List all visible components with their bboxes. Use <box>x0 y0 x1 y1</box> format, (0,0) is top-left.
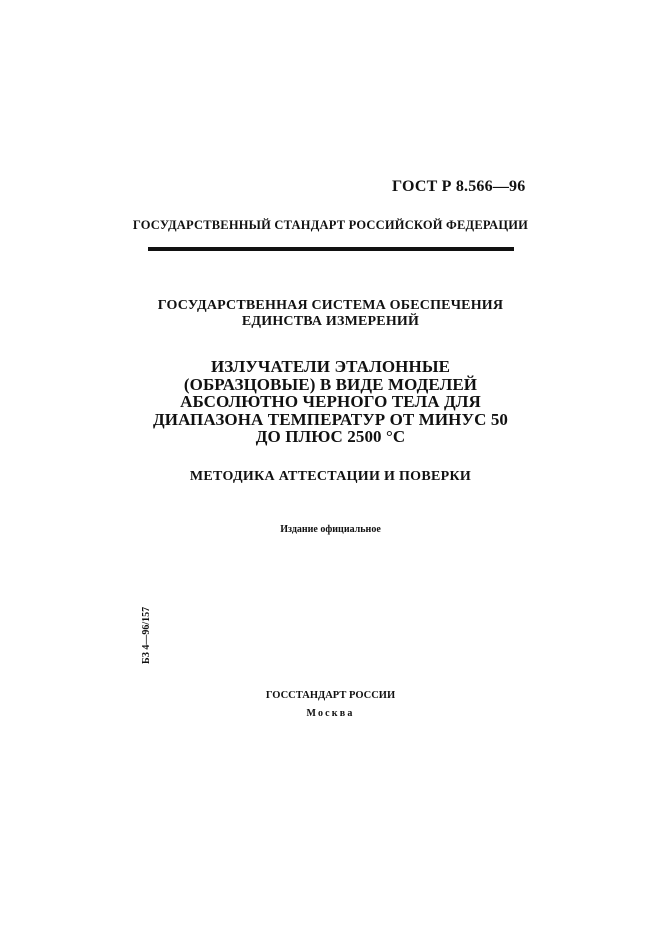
gost-number: ГОСТ Р 8.566—96 <box>392 178 526 195</box>
side-code: БЗ 4—96/157 <box>141 606 152 664</box>
main-title-line: ДИАПАЗОНА ТЕМПЕРАТУР ОТ МИНУС 50 <box>152 409 509 429</box>
system-title-line: ГОСУДАРСТВЕННАЯ СИСТЕМА ОБЕСПЕЧЕНИЯ <box>157 298 504 313</box>
main-title-line: (ОБРАЗЦОВЫЕ) В ВИДЕ МОДЕЛЕЙ <box>183 374 478 394</box>
publisher: ГОССТАНДАРТ РОССИИ <box>265 690 396 701</box>
standard-title: ГОСУДАРСТВЕННЫЙ СТАНДАРТ РОССИЙСКОЙ ФЕДЕРАЦИИ <box>132 218 529 232</box>
system-title <box>0 298 661 330</box>
publication-city: Москва <box>306 708 355 719</box>
main-title <box>0 358 661 446</box>
subtitle: МЕТОДИКА АТТЕСТАЦИИ И ПОВЕРКИ <box>189 469 472 484</box>
edition-note: Издание официальное <box>280 524 381 535</box>
divider-rule <box>148 247 514 251</box>
main-title-line: ДО ПЛЮС 2500 °С <box>255 427 406 446</box>
system-title-line: ЕДИНСТВА ИЗМЕРЕНИЙ <box>241 314 420 329</box>
main-title-line: АБСОЛЮТНО ЧЕРНОГО ТЕЛА ДЛЯ <box>180 392 481 411</box>
main-title-line: ИЗЛУЧАТЕЛИ ЭТАЛОННЫЕ <box>210 357 451 376</box>
